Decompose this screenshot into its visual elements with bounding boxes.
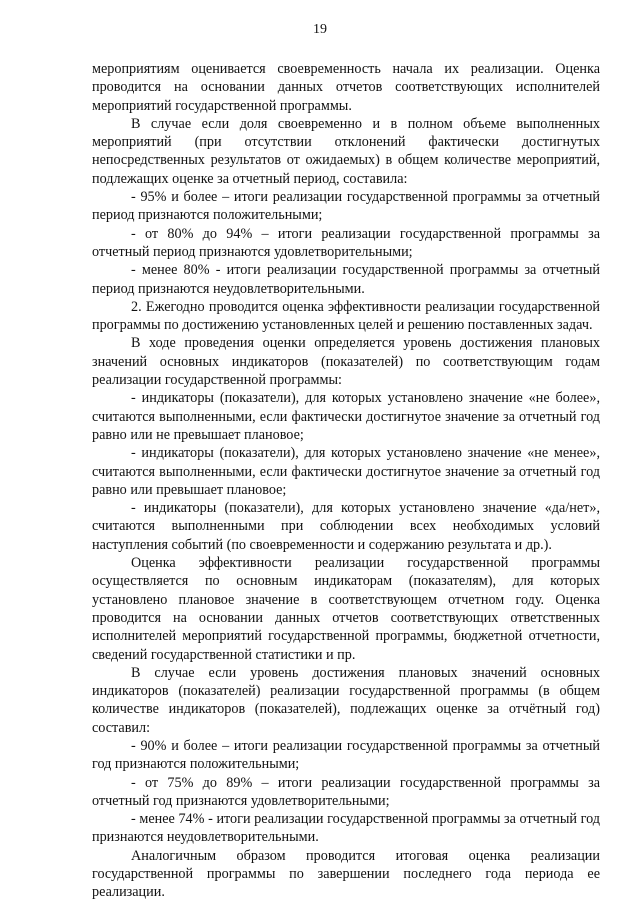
paragraph: - от 80% до 94% – итоги реализации государственной программы за отчетный период признаются удовлетворительными; [92, 225, 600, 260]
page-number: 19 [313, 22, 327, 37]
paragraph: - 95% и более – итоги реализации государственной программы за отчетный период признаются положительными; [92, 189, 600, 224]
paragraph: В ходе проведения оценки определяется уровень достижения плановых значений основных индикаторов (показателей) по соответствующим годам реализации государственной программы: [92, 335, 600, 389]
paragraph: - индикаторы (показатели), для которых установлено значение «не менее», считаются выполненными, если фактически достигнутое значение за отчетный год равно или превышает плановое; [92, 445, 600, 498]
paragraph: - менее 80% - итоги реализации государственной программы за отчетный период признаются неудовлетворительными. [92, 262, 600, 297]
document-body [92, 60, 600, 902]
paragraph: - 90% и более – итоги реализации государственной программы за отчетный год признаются положительными; [92, 737, 600, 773]
paragraph: Оценка эффективности реализации государственной программы осуществляется по основным индикаторам (показателям), для которых установлено плановое значение в соответствующем отчетном году. Оценка проводится на основании данных отчетов соответствующих ответственных исполнителей мероприятий государственной программы, бюджетной отчетности, сведений государственной статистики и пр. [92, 555, 600, 663]
paragraph: - индикаторы (показатели), для которых установлено значение «не более», считаются выполненными, если фактически достигнутое значение за отчетный год равно или не превышает плановое; [92, 390, 600, 443]
paragraph: мероприятиям оценивается своевременность начала их реализации. Оценка проводится на основании данных отчетов соответствующих исполнителей мероприятий государственной программы. [92, 61, 600, 114]
paragraph: - менее 74% - итоги реализации государственной программы за отчетный год признаются неудовлетворительными. [92, 811, 600, 846]
paragraph: - от 75% до 89% – итоги реализации государственной программы за отчетный год признаются удовлетворительными; [92, 774, 600, 809]
paragraph: Аналогичным образом проводится итоговая оценка реализации государственной программы по завершении последнего года периода ее реализации. [92, 847, 600, 901]
paragraph: В случае если доля своевременно и в полном объеме выполненных мероприятий (при отсутствии отклонений фактически достигнутых непосредственных результатов от ожидаемых) в общем количестве мероприятий, подлежащих оценке за отчетный период, составила: [92, 115, 600, 187]
paragraph: В случае если уровень достижения плановых значений основных индикаторов (показателей) реализации государственной программы (в общем количестве индикаторов (показателей), подлежащих оценке за отчётный год) составил: [92, 664, 600, 736]
paragraph: - индикаторы (показатели), для которых установлено значение «да/нет», считаются выполненными при соблюдении всех необходимых условий наступления событий (по своевременности и содержанию результата и др.). [92, 500, 600, 553]
paragraph: 2. Ежегодно проводится оценка эффективности реализации государственной программы по достижению установленных целей и решению поставленных задач. [92, 298, 600, 334]
